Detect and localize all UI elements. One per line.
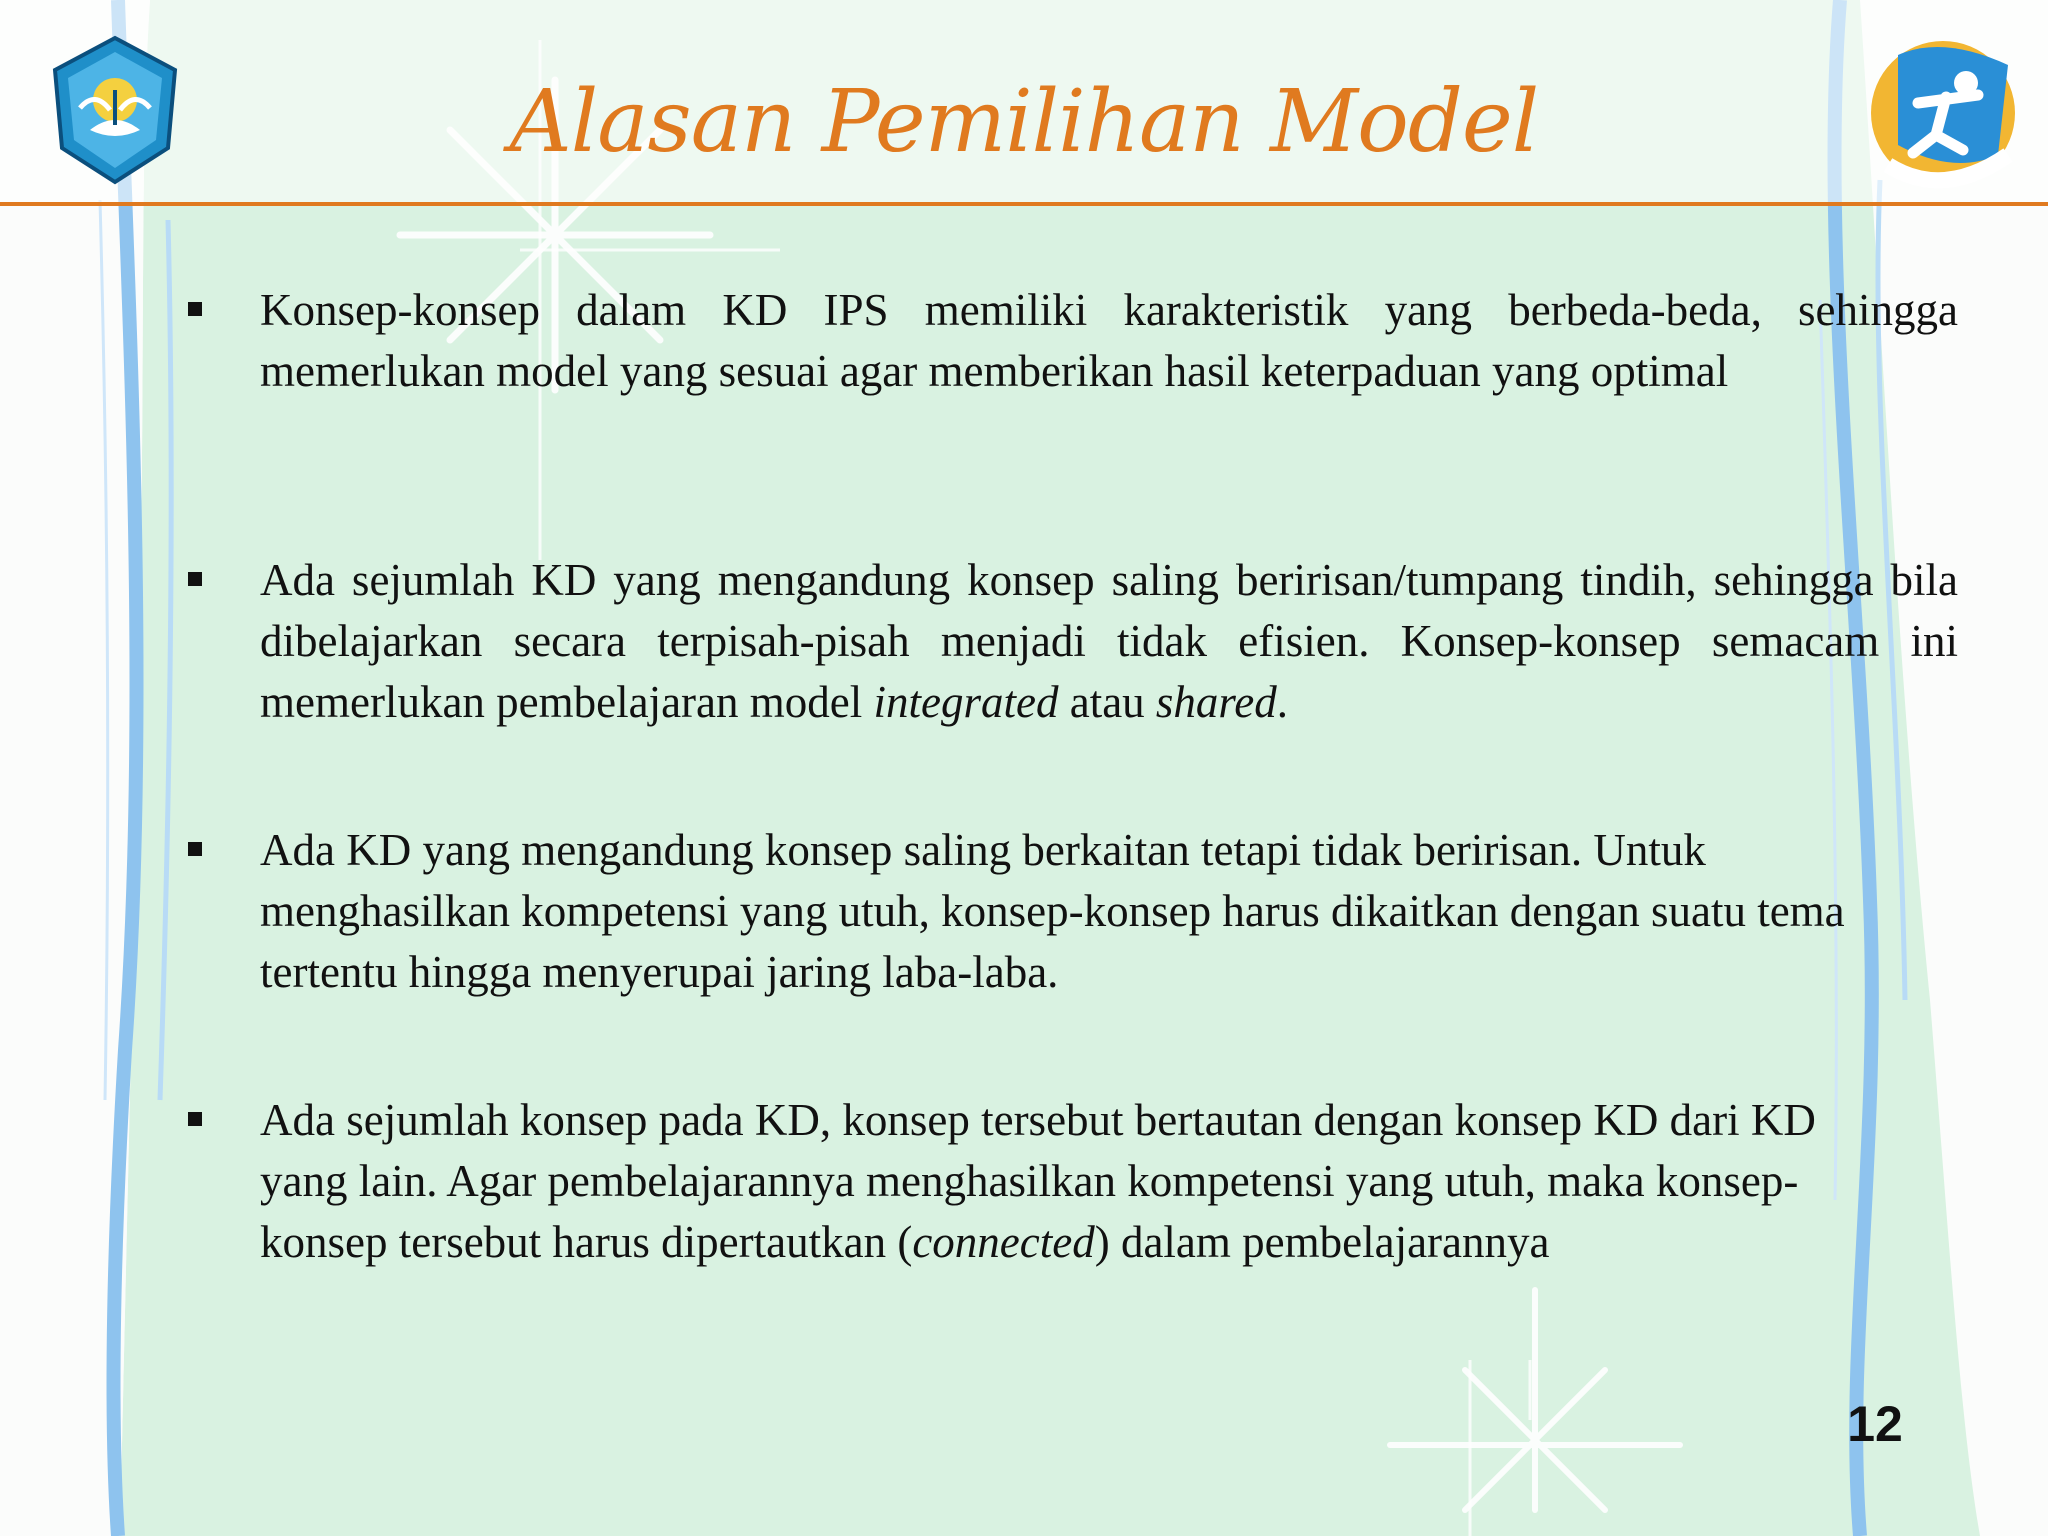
bullet-text-segment: Ada sejumlah konsep pada KD, konsep tersebut bertautan dengan konsep KD dari KD yang lain. Agar pembelajarannya menghasilkan kompetensi yang utuh, maka konsep-konsep tersebut harus dipertautkan (	[260, 1095, 1816, 1267]
square-bullet-icon	[188, 1112, 202, 1126]
page-number: 12	[1847, 1396, 1903, 1452]
bullet-text: Konsep-konsep dalam KD IPS memiliki karakteristik yang berbeda-beda, sehingga memerlukan model yang sesuai agar memberikan hasil keterpaduan yang optimal	[260, 285, 1958, 396]
square-bullet-icon	[188, 572, 202, 586]
bullet-text-segment: Ada sejumlah KD yang mengandung konsep saling beririsan/tumpang tindih, sehingga bila dibelajarkan secara terpisah-pisah menjadi tidak efisien. Konsep-konsep semacam ini memerlukan pembelajaran model	[260, 555, 1958, 727]
square-bullet-icon	[188, 842, 202, 856]
title-divider	[0, 202, 2048, 206]
square-bullet-icon	[188, 302, 202, 316]
bullet-text	[260, 550, 1958, 733]
bullet-item	[180, 550, 1958, 733]
slide-title: Alasan Pemilihan Model	[509, 72, 1539, 172]
emphasis-text: integrated	[873, 677, 1059, 727]
bullet-text-segment: .	[1276, 677, 1288, 727]
bullet-text-segment: atau	[1058, 677, 1156, 727]
bullet-item	[180, 280, 1958, 402]
bullet-text-segment: ) dalam pembelajarannya	[1094, 1217, 1550, 1267]
bullet-text	[260, 1090, 1900, 1273]
emphasis-text: connected	[912, 1217, 1095, 1267]
bullet-item	[180, 820, 1900, 1003]
bullet-text: Ada KD yang mengandung konsep saling berkaitan tetapi tidak beririsan. Untuk menghasilkan kompetensi yang utuh, konsep-konsep harus dikaitkan dengan suatu tema tertentu hingga menyerupai jaring laba-laba.	[260, 825, 1845, 997]
bullet-item	[180, 1090, 1900, 1273]
emphasis-text: shared	[1155, 677, 1277, 727]
